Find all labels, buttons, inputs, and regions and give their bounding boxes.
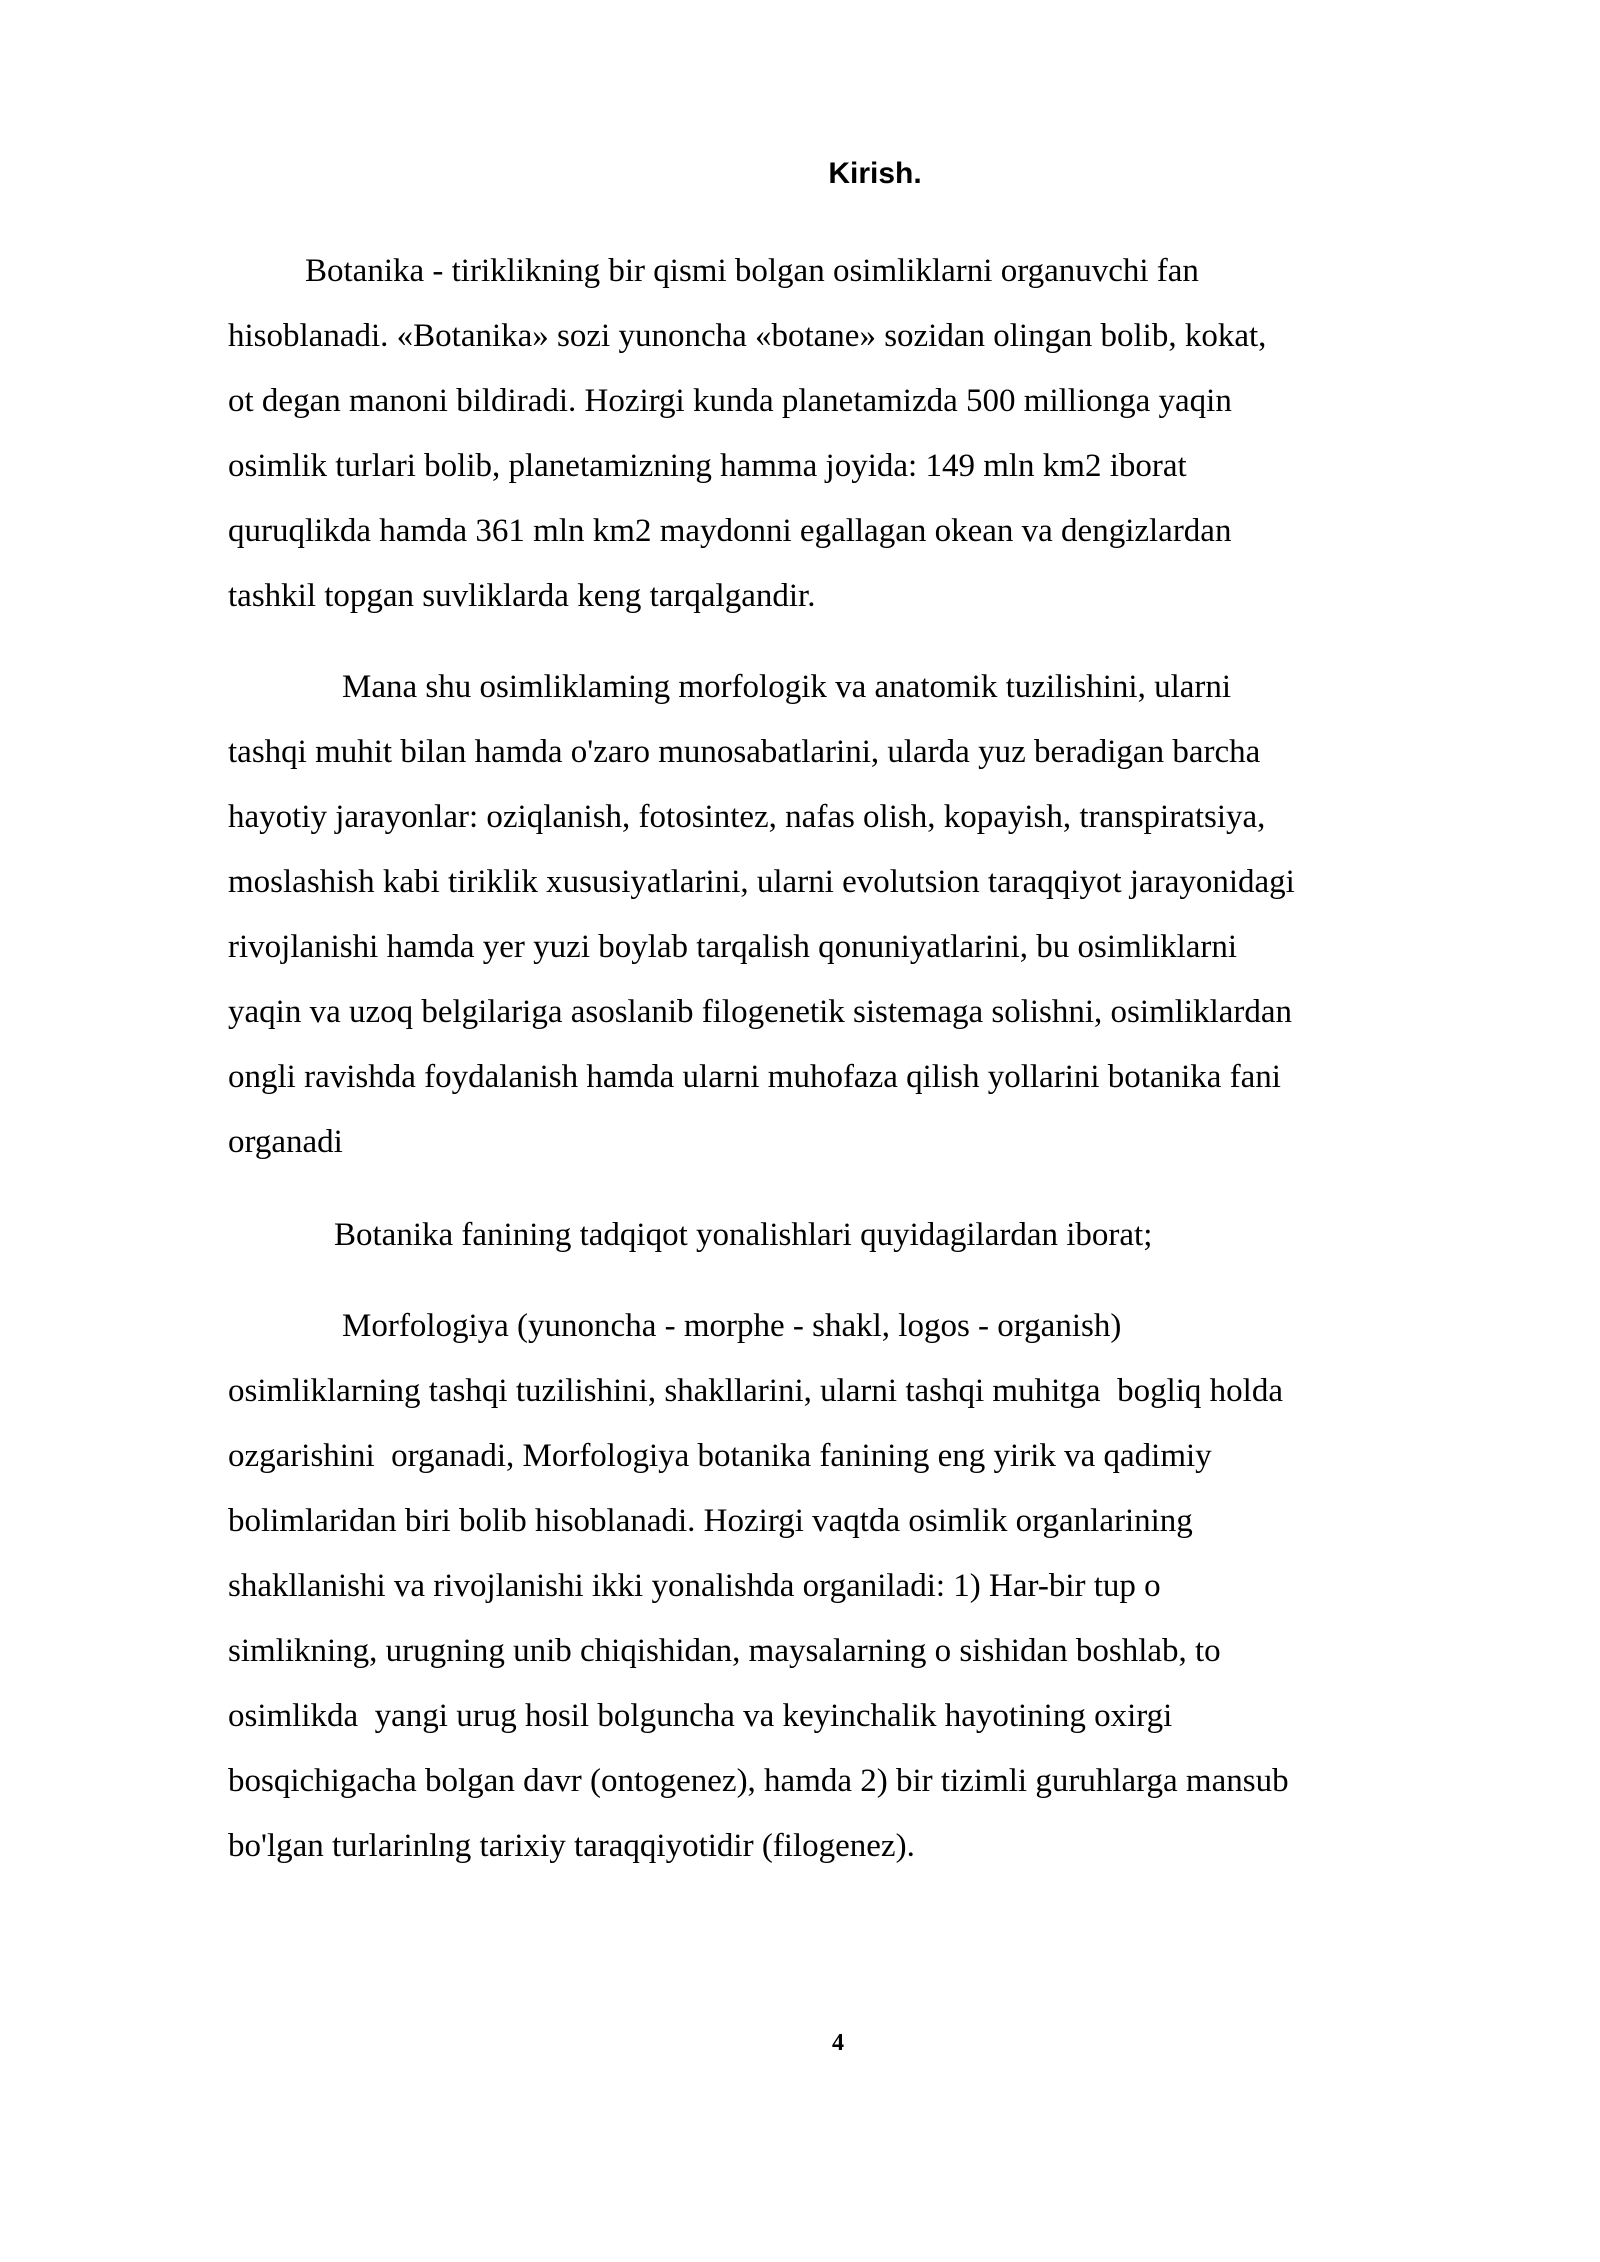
- text-line: tashkil topgan suvliklarda keng tarqalgandir.: [228, 578, 816, 614]
- text-line: Botanika - tiriklikning bir qismi bolgan osimliklarni organuvchi fan: [305, 253, 1199, 289]
- text-line: hisoblanadi. «Botanika» sozi yunoncha «botane» sozidan olingan bolib, kokat,: [228, 318, 1267, 354]
- text-line: organadi: [228, 1124, 343, 1160]
- text-line: simlikning, urugning unib chiqishidan, maysalarning o sishidan boshlab, to: [228, 1633, 1221, 1669]
- text-line: shakllanishi va rivojlanishi ikki yonalishda organiladi: 1) Har-bir tup o: [228, 1568, 1161, 1604]
- text-line: hayotiy jarayonlar: oziqlanish, fotosintez, nafas olish, kopayish, transpiratsiya,: [228, 799, 1266, 835]
- text-line: tashqi muhit bilan hamda o'zaro munosabatlarini, ularda yuz beradigan barcha: [228, 734, 1261, 770]
- text-line: Botanika fanining tadqiqot yonalishlari quyidagilardan iborat;: [334, 1217, 1153, 1253]
- paragraph-directions: [228, 1203, 1508, 1268]
- text-line: osimlikda yangi urug hosil bolguncha va keyinchalik hayotining oxirgi: [228, 1698, 1173, 1734]
- paragraph-intro: [228, 239, 1508, 629]
- text-line: ongli ravishda foydalanish hamda ularni muhofaza qilish yollarini botanika fani: [228, 1059, 1281, 1095]
- text-line: osimlik turlari bolib, planetamizning hamma joyida: 149 mln km2 iborat: [228, 448, 1187, 484]
- paragraph-morphology: [228, 1294, 1508, 1879]
- page-number: 4: [832, 2030, 844, 2056]
- text-line: yaqin va uzoq belgilariga asoslanib filogenetik sistemaga solishni, osimliklardan: [228, 994, 1293, 1030]
- text-line: quruqlikda hamda 361 mln km2 maydonni egallagan okean va dengizlardan: [228, 513, 1232, 549]
- paragraph-scope: [228, 655, 1508, 1175]
- text-line: ozgarishini organadi, Morfologiya botanika fanining eng yirik va qadimiy: [228, 1438, 1212, 1474]
- text-line: ot degan manoni bildiradi. Hozirgi kunda planetamizda 500 millionga yaqin: [228, 383, 1232, 419]
- text-line: Morfologiya (yunoncha - morphe - shakl, logos - organish): [342, 1308, 1122, 1344]
- text-line: osimliklarning tashqi tuzilishini, shakllarini, ularni tashqi muhitga bogliq holda: [228, 1373, 1283, 1409]
- text-line: bosqichigacha bolgan davr (ontogenez), hamda 2) bir tizimli guruhlarga mansub: [228, 1763, 1289, 1799]
- page-title: Kirish.: [828, 157, 922, 190]
- text-line: Mana shu osimliklaming morfologik va anatomik tuzilishini, ularni: [342, 669, 1232, 705]
- text-line: moslashish kabi tiriklik xususiyatlarini, ularni evolutsion taraqqiyot jarayonidagi: [228, 864, 1295, 900]
- text-line: rivojlanishi hamda yer yuzi boylab tarqalish qonuniyatlarini, bu osimliklarni: [228, 929, 1238, 965]
- text-line: bolimlaridan biri bolib hisoblanadi. Hozirgi vaqtda osimlik organlarining: [228, 1503, 1193, 1539]
- text-line: bo'lgan turlarinlng tarixiy taraqqiyotidir (filogenez).: [228, 1828, 915, 1864]
